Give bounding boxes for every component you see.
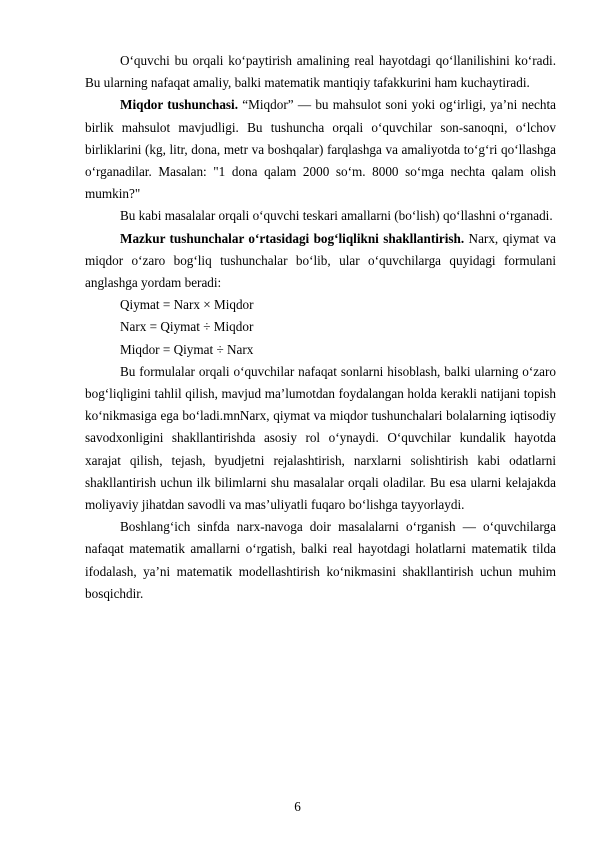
paragraph-miqdor bbox=[85, 94, 556, 205]
paragraph-relationship bbox=[85, 228, 556, 295]
paragraph-text: Bu kabi masalalar orqali o‘quvchi teskari amallarni (bo‘lish) qo‘llashni o‘rganadi. bbox=[120, 208, 553, 224]
formula-miqdor: Miqdor = Qiymat ÷ Narx bbox=[120, 341, 254, 357]
paragraph-text: O‘quvchi bu orqali ko‘paytirish amalining real hayotdagi qo‘llanilishini ko‘radi. Bu ularning nafaqat amaliy, balki matematik mantiqiy tafakkurini ham kuchaytiradi. bbox=[85, 53, 556, 91]
paragraph-text: Narx, qiymat va miqdor o‘zaro bog‘liq tushunchalar bo‘lib, ular o‘quvchilarga quyidagi formulani anglashga yordam beradi: bbox=[85, 230, 557, 291]
page-number: 6 bbox=[294, 799, 301, 814]
paragraph-formulas-benefit: Bu formulalar orqali o‘quvchilar nafaqat sonlarni hisoblash, balki ularning o‘zaro bog‘liqligini tahlil qilish, mavjud ma’lumotdan foydalangan holda kerakli natijani topish ko‘nikmasiga ega bo‘ladi.mnNarx, qiymat va miqdor tushunchalari bolalarning iqtisodiy savodxonligini shakllantirishda asosiy rol o‘ynaydi. O‘quvchilar kundalik hayotda xarajat qilish, tejash, byudjetni rejalashtirish, narxlarni solishtirish kabi odatlarni shakllantirish uchun ilk bilimlarni shu masalalar orqali oladilar. Bu esa ularni kelajakda moliyaviy jihatdan savodli va mas’uliyatli fuqaro bo‘lishga tayyorlaydi. bbox=[85, 363, 556, 513]
document-page bbox=[85, 50, 556, 605]
formula-qiymat: Qiymat = Narx × Miqdor bbox=[120, 297, 254, 313]
paragraph-intro bbox=[85, 50, 556, 94]
paragraph-inverse-ops bbox=[85, 205, 556, 227]
formula-narx: Narx = Qiymat ÷ Miqdor bbox=[120, 319, 254, 335]
paragraph-conclusion: Boshlang‘ich sinfda narx-navoga doir masalalarni o‘rganish — o‘quvchilarga nafaqat matematik amallarni o‘rgatish, balki real hayotdagi holatlarni matematik tilda ifodalash, ya’ni matematik modellashtirish ko‘nikmasini shakllantirish uchun muhim bosqichdir. bbox=[85, 519, 556, 601]
paragraph-text: “Miqdor” — bu mahsulot soni yoki og‘irligi, ya’ni nechta birlik mahsulot mavjudligi. Bu tushuncha orqali o‘quvchilar son-sanoqni, o‘lchov birliklarini (kg, litr, dona, metr va boshqalar) farqlashga va amaliyotda to‘g‘ri qo‘llashga o‘rganadilar. Masalan: "1 dona qalam 2000 so‘m. 8000 so‘mga nechta qalam olish mumkin?" bbox=[85, 97, 556, 202]
section-heading-relationship: Mazkur tushunchalar o‘rtasidagi bog‘liqlikni shakllantirish. bbox=[120, 230, 465, 246]
section-heading-miqdor: Miqdor tushunchasi. bbox=[120, 97, 239, 113]
